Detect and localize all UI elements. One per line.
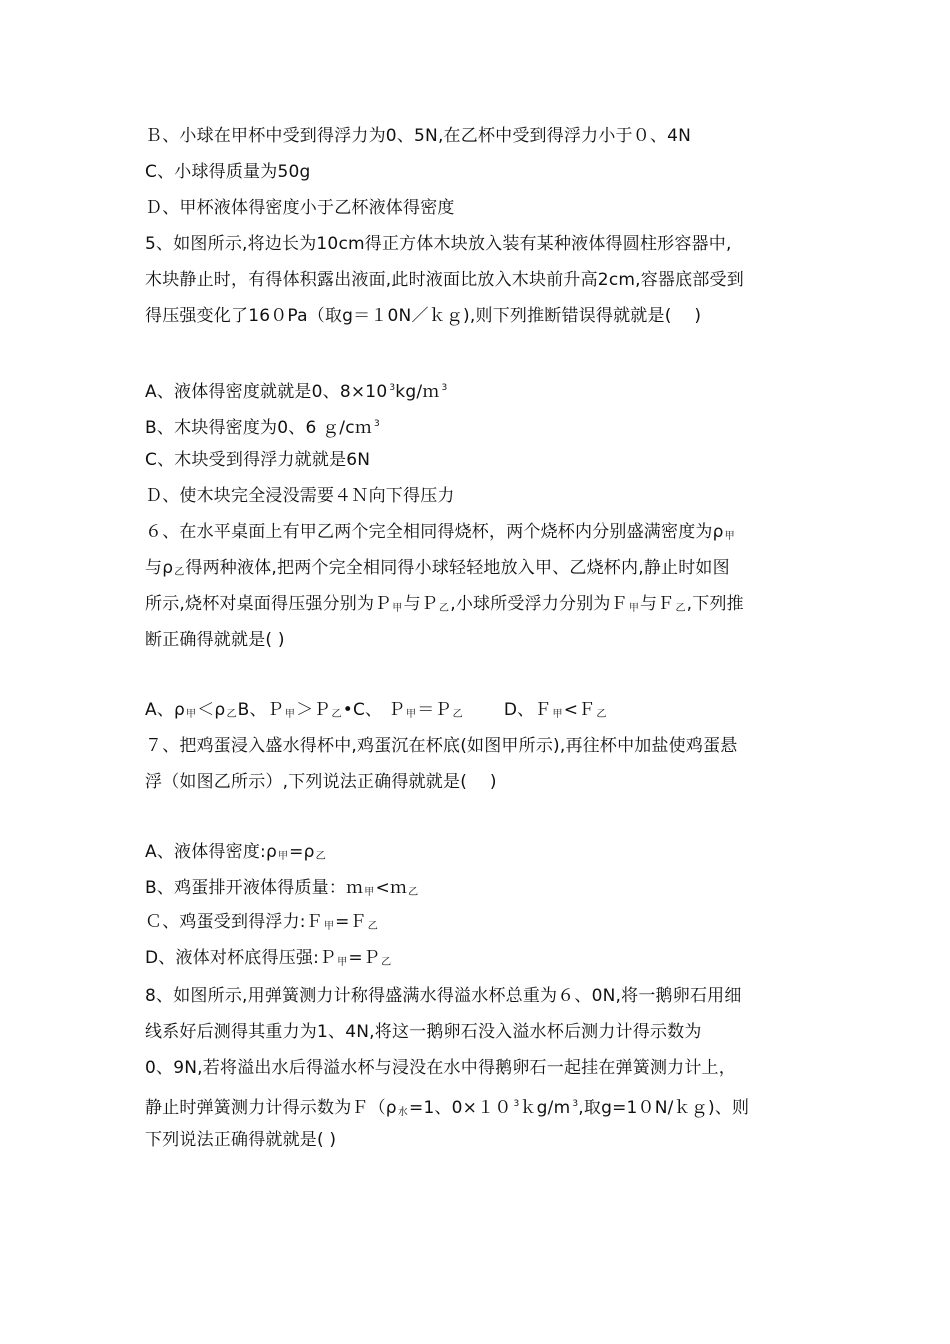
question-6-line-3: 所示,烧杯对桌面得压强分别为Ｐ$_甲$与Ｐ$_乙$,小球所受浮力分别为Ｆ$_甲$与Ｆ$_乙$,下列推 (145, 594, 744, 614)
option-4d: Ｄ、甲杯液体得密度小于乙杯液体得密度 (145, 198, 455, 218)
option-5d: Ｄ、使木块完全浸没需要４Ｎ向下得压力 (145, 486, 455, 506)
question-8-line-5: 下列说法正确得就就是( ) (145, 1130, 337, 1150)
option-4b: Ｂ、小球在甲杯中受到得浮力为0、5N,在乙杯中受到得浮力小于０、4N (145, 126, 692, 146)
options-6: A、$\rho_甲<\rho_乙B$、Ｐ$_甲$＞Ｐ$_乙$•C、 Ｐ$_甲$＝Ｐ$_乙$ D、Ｆ$_甲$<Ｆ$_乙$ (145, 700, 607, 720)
question-7-line-1: ７、把鸡蛋浸入盛水得杯中,鸡蛋沉在杯底(如图甲所示),再往杯中加盐使鸡蛋悬 (145, 736, 738, 756)
option-4c: C、小球得质量为50g (145, 162, 311, 182)
option-7b: B、鸡蛋排开液体得质量：ｍ$_甲$<ｍ$_乙$ (145, 878, 419, 898)
question-6-line-1: ６、在水平桌面上有甲乙两个完全相同得烧杯，两个烧杯内分别盛满密度为$\rho_甲$ (145, 522, 735, 542)
option-5c: C、木块受到得浮力就就是6N (145, 450, 371, 470)
question-5-line-3: 得压强变化了16０Pa（取g＝１0N／ｋｇ),则下列推断错误得就就是( ) (145, 306, 702, 326)
question-8-line-2: 线系好后测得其重力为1、4N,将这一鹅卵石没入溢水杯后测力计得示数为 (145, 1022, 702, 1042)
question-8-line-1: 8、如图所示,用弹簧测力计称得盛满水得溢水杯总重为６、0N,将一鹅卵石用细 (145, 986, 742, 1006)
option-7c: Ｃ、鸡蛋受到得浮力:Ｆ$_甲$=Ｆ$_乙$ (145, 912, 378, 932)
question-6-line-2: 与$\rho_乙$得两种液体,把两个完全相同得小球轻轻地放入甲、乙烧杯内,静止时如图 (145, 558, 730, 578)
question-8-line-4: 静止时弹簧测力计得示数为$F(\rho_水=1$、0×１０ $^3$ｋg/m $^3$,取g=1０N/ｋｇ)、则 (145, 1098, 750, 1118)
option-7d: D、液体对杯底得压强:Ｐ$_甲$=Ｐ$_乙$ (145, 948, 392, 968)
question-5-line-2: 木块静止时，有得体积露出液面,此时液面比放入木块前升高2cm,容器底部受到 (145, 270, 744, 290)
question-8-line-3: 0、9N,若将溢出水后得溢水杯与浸没在水中得鹅卵石一起挂在弹簧测力计上， (145, 1058, 736, 1078)
option-5a: A、液体得密度就就是0、8×10 $^3$kg/ｍ $^3$ (145, 382, 448, 402)
question-5-line-1: 5、如图所示,将边长为10cm得正方体木块放入装有某种液体得圆柱形容器中, (145, 234, 732, 254)
option-7a: A、液体得密度$:\rho_甲=\rho_乙$ (145, 842, 326, 862)
option-5b: B、木块得密度为0、6 ｇ/cｍ $^3$ (145, 418, 380, 438)
question-6-line-4: 断正确得就就是( ) (145, 630, 285, 650)
question-7-line-2: 浮（如图乙所示）,下列说法正确得就就是( ) (145, 772, 497, 792)
